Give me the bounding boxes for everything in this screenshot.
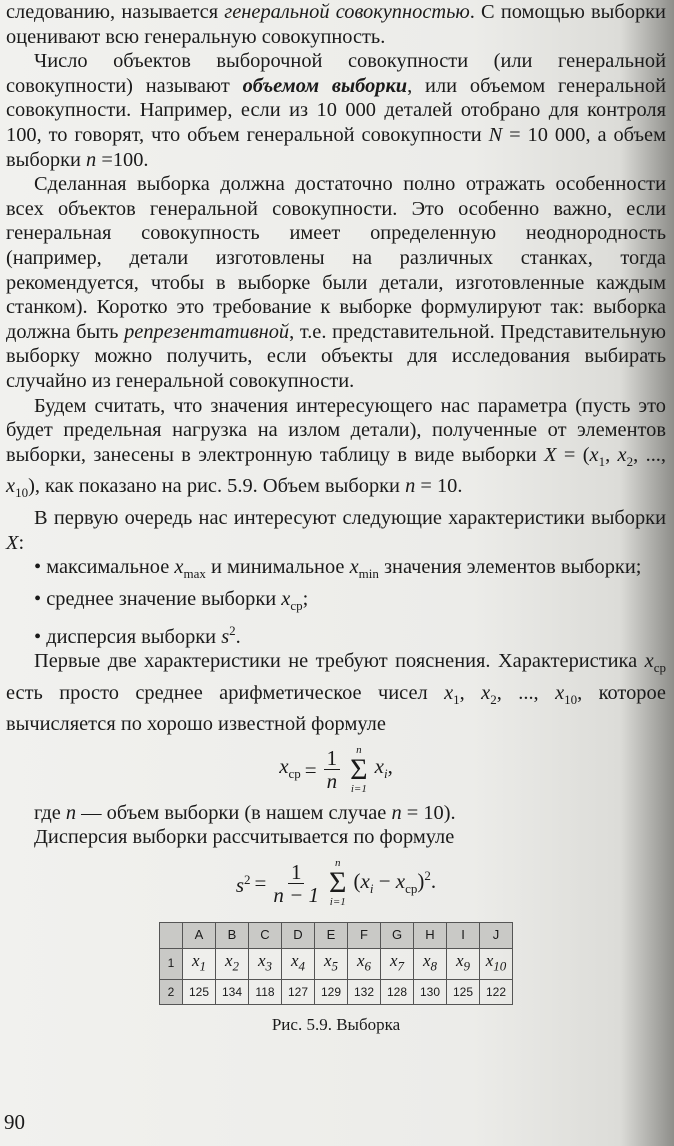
paragraph: следованию, называется генеральной совокупностью. С помощью выборки оценивают всю генеральную совокупность. [6,1,666,48]
table-cell: $x_4$ [282,948,315,979]
table-cell: $x_9$ [447,948,480,979]
table-cell: $x_3$ [249,948,282,979]
table-cell: $x_2$ [216,948,249,979]
paragraph: В первую очередь нас интересуют следующие характеристики выборки X: [6,507,666,554]
table-cell: 129 [315,979,348,1005]
column-header: H [414,923,447,949]
table-cell: $x_5$ [315,948,348,979]
column-header: J [480,923,513,949]
column-header: C [249,923,282,949]
paragraph: Сделанная выборка должна достаточно полно отражать особенности всех объектов генеральной совокупности. Это особенно важно, если генеральная совокупность имеет определенную неоднородность (например, детали изготовлены на различных станках, тогда рекомендуется, чтобы в выборке были детали, изготовленные каждым станком). Коротко это требование к выборке формулируют так: выборка должна быть репрезентативной, т.е. представительной. Представительную выборку можно получить, если объекты для исследования выбирать случайно из генеральной совокупности. [6,173,666,392]
table-row [160,979,513,1005]
table-cell: 128 [381,979,414,1005]
table-cell: 134 [216,979,249,1005]
fraction: $\frac{1}{n}$ [324,747,341,792]
table-cell: 127 [282,979,315,1005]
paragraph: Первые две характеристики не требуют пояснения. Характеристика $x_{ср}$ есть просто среднее арифметическое чисел $x_1$, $x_2$, ..., $x_{10}$, которое вычисляется по хорошо известной формуле [6,649,666,736]
page-number: 90 [4,1110,25,1134]
column-header: F [348,923,381,949]
paragraph: где n — объем выборки (в нашем случае n = 10). [34,801,456,824]
row-header: 2 [160,979,183,1005]
column-header: B [216,923,249,949]
paragraph: Число объектов выборочной совокупности (или генеральной совокупности) называют объемом выборки, или объемом генеральной совокупности. Например, если из 10 000 деталей отобрано для контроля 100, то говорят, что объем генеральной совокупности N = 10 000, а объем выборки n =100. [6,50,667,171]
row-header: 1 [160,948,183,979]
variance-formula: $s^2$ = $\frac{1}{n - 1}$ n Σ i=1 $(x_i - x_{ср})^2$. [235,857,437,909]
paragraph: Будем считать, что значения интересующего нас параметра (пусть это будет предельная нагрузка на излом детали), полученные от элементов выборки, занесены в электронную таблицу в виде выборки $X = (x_1$, $x_2$, ..., $x_{10}$), как показано на рис. 5.9. Объем выборки n = 10. [6,394,666,501]
table-cell: $x_{10}$ [480,948,513,979]
column-header-row [160,923,513,949]
table-cell: $x_8$ [414,948,447,979]
mean-formula: $x_{ср}$ = $\frac{1}{n}$ n Σ i=1 $x_i$, [279,743,393,795]
sum-symbol: n Σ i=1 [350,743,368,795]
table-row [160,948,513,979]
body-text [6,0,666,1038]
table-cell: 118 [249,979,282,1005]
figure-caption: Рис. 5.9. Выборка [271,1015,401,1035]
corner-cell [160,923,183,949]
list-item: • максимальное $x_{max}$ и минимальное $x_{min}$ значения элементов выборки; [34,556,642,582]
column-header: I [447,923,480,949]
spreadsheet-table [159,922,513,1005]
table-cell: $x_7$ [381,948,414,979]
list-item: • среднее значение выборки $x_{ср}$; [34,587,309,613]
list-item: • дисперсия выборки $s^2$. [34,622,241,648]
table-cell: 122 [480,979,513,1005]
column-header: E [315,923,348,949]
table-cell: 130 [414,979,447,1005]
fraction: $\frac{1}{n - 1}$ [273,859,320,907]
sum-symbol: n Σ i=1 [329,857,347,909]
paragraph: Дисперсия выборки рассчитывается по формуле [34,826,455,849]
column-header: G [381,923,414,949]
column-header: A [183,923,216,949]
column-header: D [282,923,315,949]
table-cell: 125 [183,979,216,1005]
table-cell: $x_6$ [348,948,381,979]
table-cell: 132 [348,979,381,1005]
table-cell: 125 [447,979,480,1005]
table-cell: $x_1$ [183,948,216,979]
